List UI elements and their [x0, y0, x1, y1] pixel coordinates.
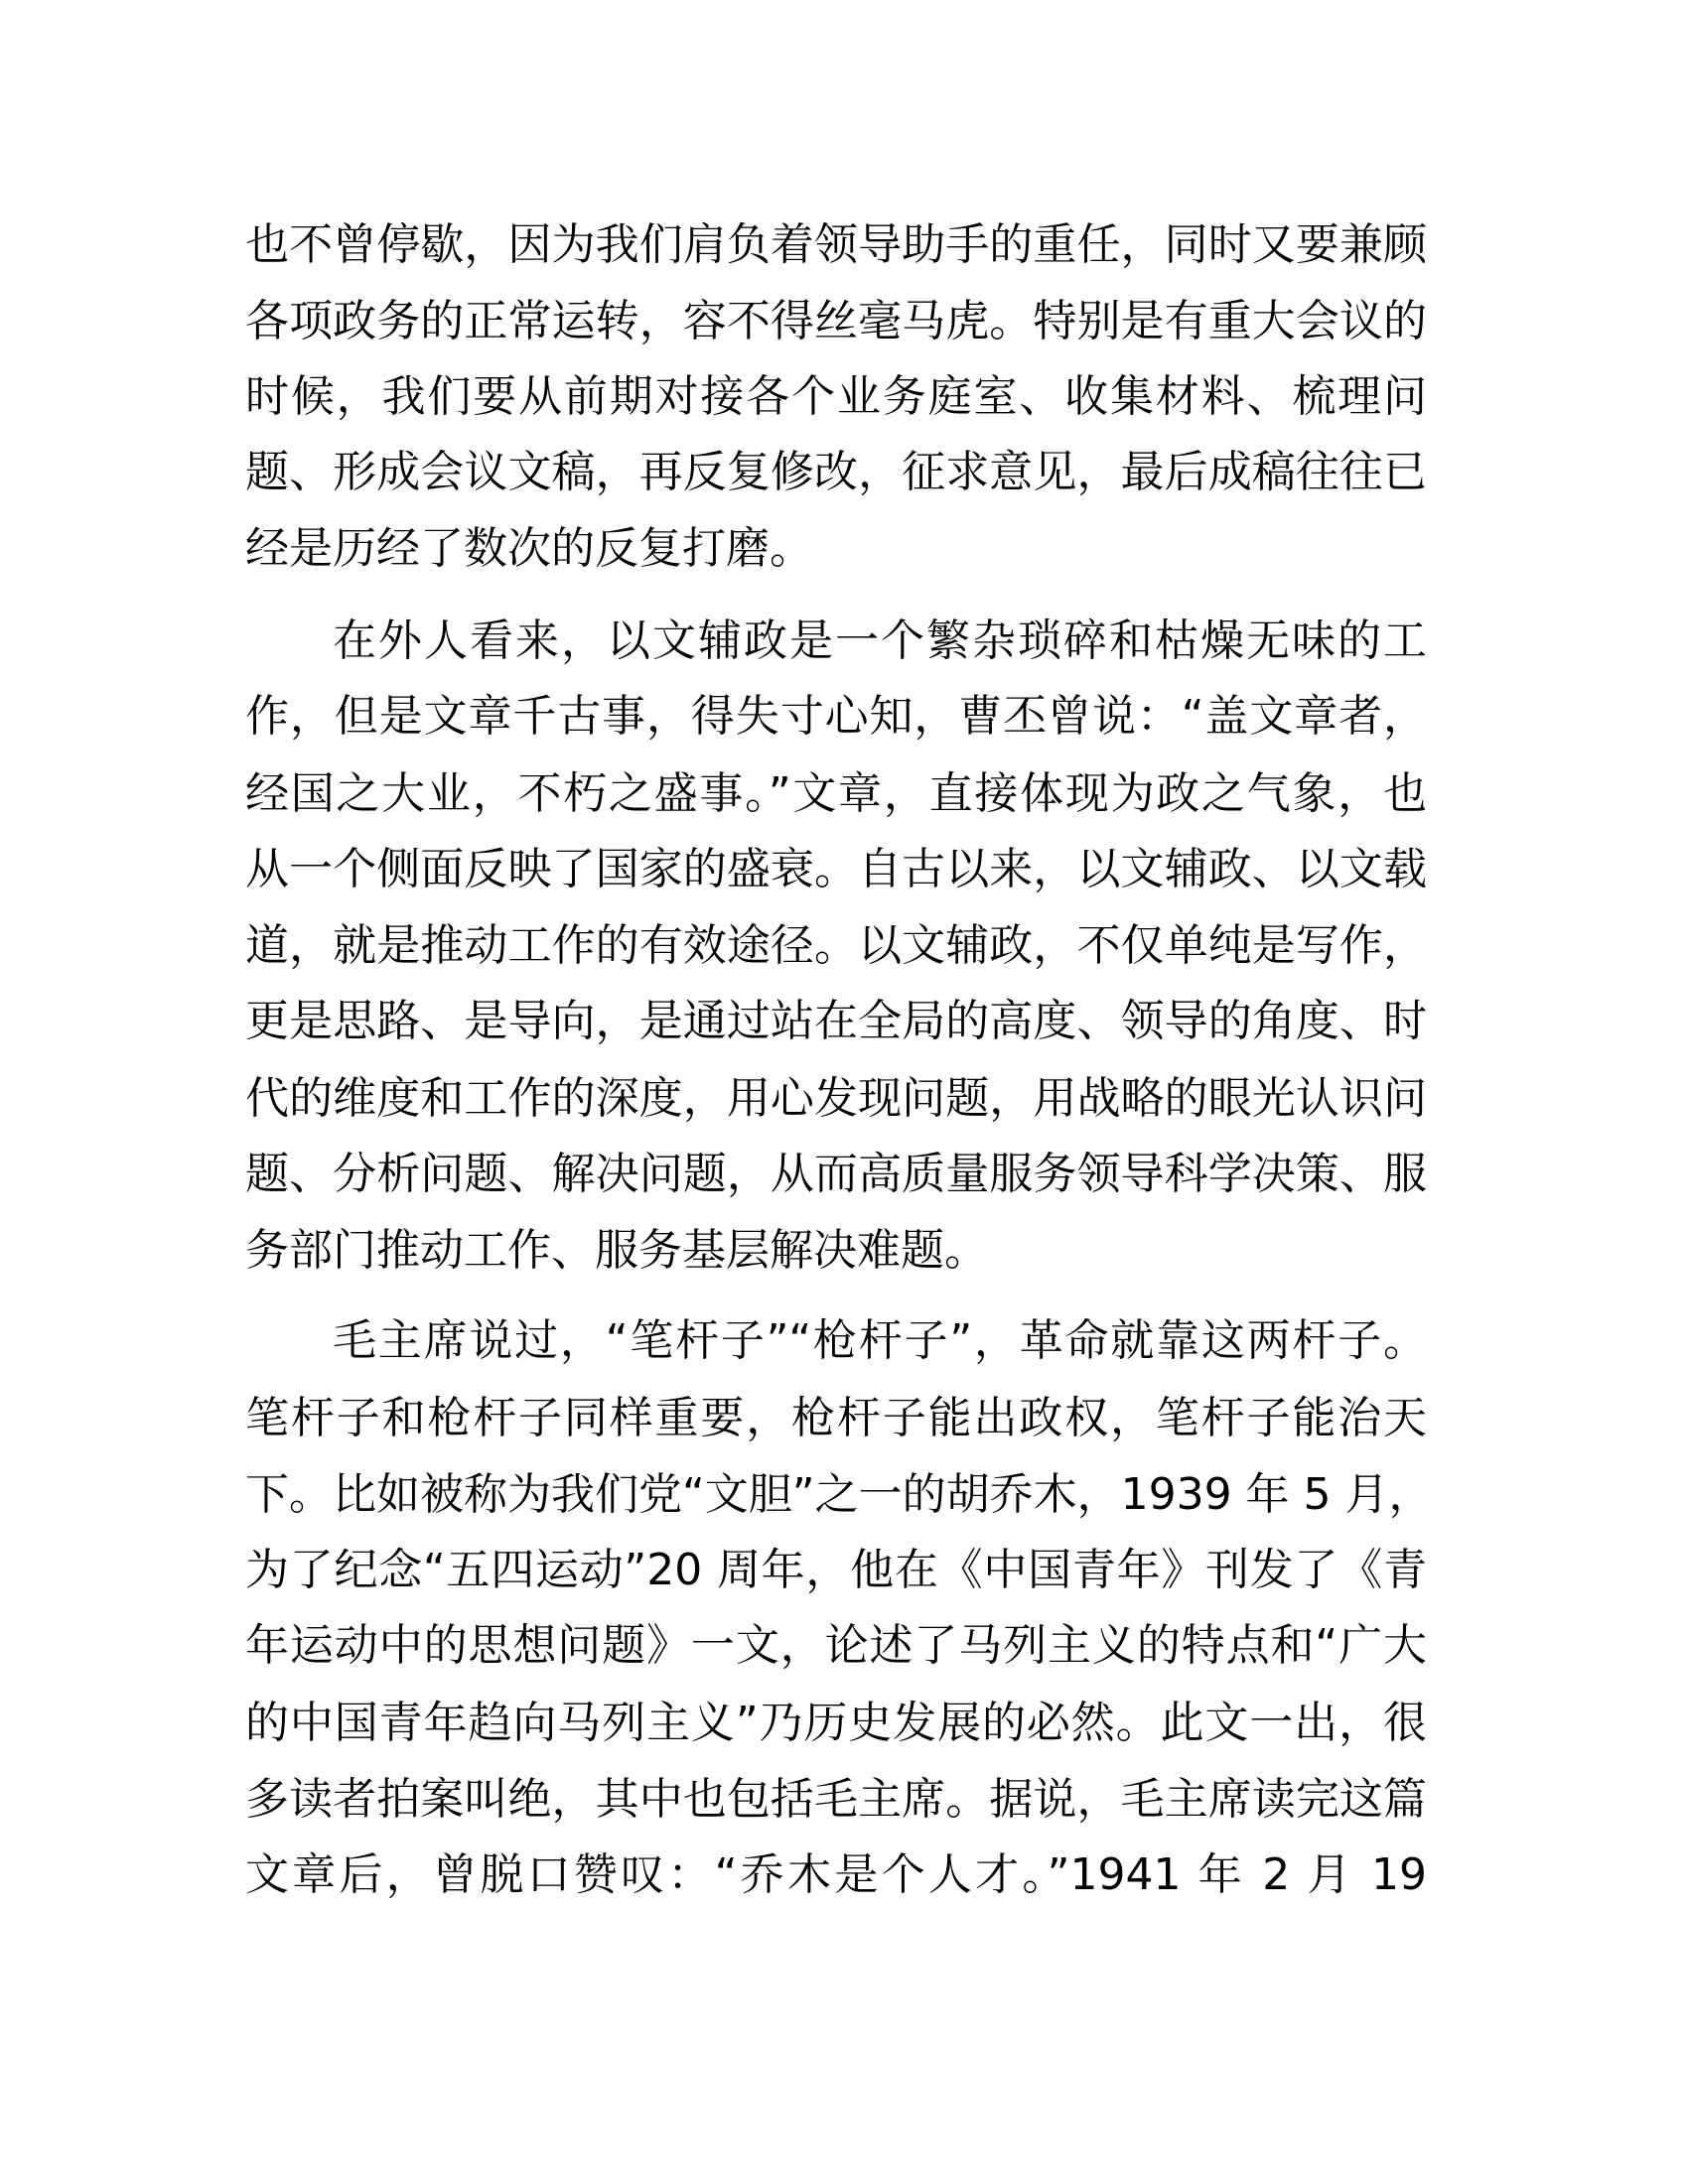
text-line: 题、形成会议文稿，再反复修改，征求意见，最后成稿往往已: [245, 447, 1427, 497]
text-line: 文章后，曾脱口赞叹：“乔木是个人才。”1941 年 2 月 19: [245, 1849, 1427, 1900]
text-line: 笔杆子和枪杆子同样重要，枪杆子能出政权，笔杆子能治天: [245, 1393, 1427, 1443]
text-line: 毛主席说过，“笔杆子”“枪杆子”，革命就靠这两杆子。: [333, 1315, 1427, 1366]
text-line: 务部门推动工作、服务基层解决难题。: [245, 1225, 988, 1276]
text-line: 经国之大业，不朽之盛事。”文章，直接体现为政之气象，也: [245, 768, 1427, 819]
text-line: 的中国青年趋向马列主义”乃历史发展的必然。此文一出，很: [245, 1698, 1427, 1748]
text-line: 从一个侧面反映了国家的盛衰。自古以来，以文辅政、以文载: [245, 844, 1427, 894]
text-line: 时候，我们要从前期对接各个业务庭室、收集材料、梳理问: [245, 371, 1427, 422]
text-line: 道，就是推动工作的有效途径。以文辅政，不仅单纯是写作，: [245, 920, 1427, 971]
text-line: 作，但是文章千古事，得失寸心知，曹丕曾说：“盖文章者，: [245, 691, 1427, 742]
text-line: 经是历经了数次的反复打磨。: [245, 523, 813, 574]
text-line: 也不曾停歇，因为我们肩负着领导助手的重任，同时又要兼顾: [245, 219, 1427, 270]
text-line: 在外人看来，以文辅政是一个繁杂琐碎和枯燥无味的工: [333, 615, 1427, 666]
text-line: 代的维度和工作的深度，用心发现问题，用战略的眼光认识问: [245, 1073, 1427, 1124]
text-line: 年运动中的思想问题》一文，论述了马列主义的特点和“广大: [245, 1620, 1427, 1671]
text-line: 多读者拍案叫绝，其中也包括毛主席。据说，毛主席读完这篇: [245, 1774, 1427, 1825]
text-line: 为了纪念“五四运动”20 周年，他在《中国青年》刊发了《青: [245, 1545, 1427, 1595]
text-line: 更是思路、是导向，是通过站在全局的高度、领导的角度、时: [245, 996, 1427, 1046]
text-line: 下。比如被称为我们党“文胆”之一的胡乔木，1939 年 5 月，: [245, 1469, 1433, 1520]
text-line: 各项政务的正常运转，容不得丝毫马虎。特别是有重大会议的: [245, 296, 1427, 346]
text-line: 题、分析问题、解决问题，从而高质量服务领导科学决策、服: [245, 1149, 1427, 1199]
